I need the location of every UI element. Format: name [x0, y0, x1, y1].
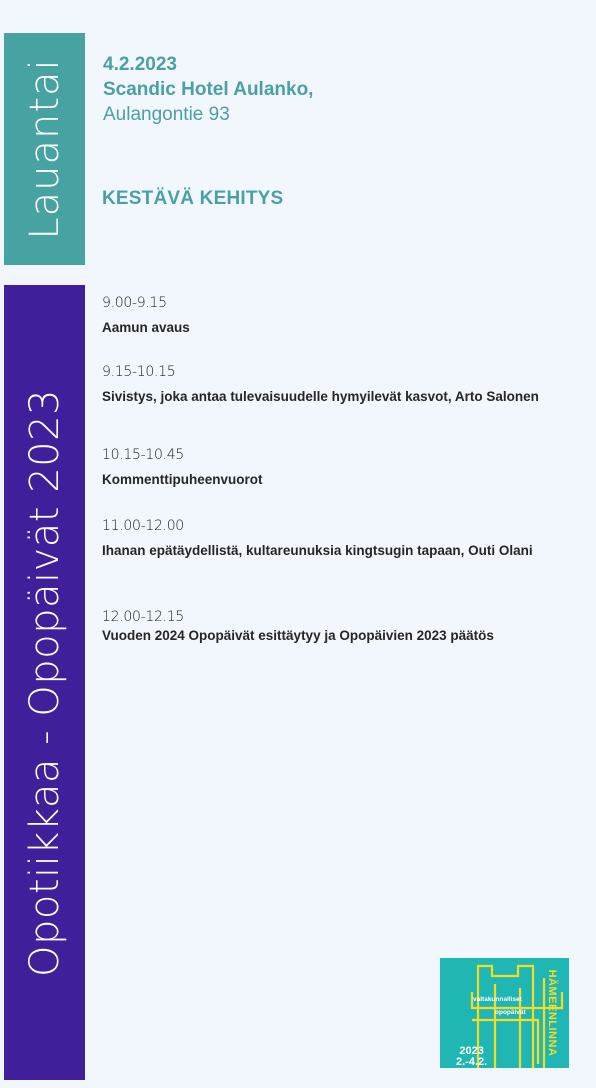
schedule-time: 10.15-10.45	[102, 447, 184, 463]
logo-year: 2023	[459, 1045, 484, 1057]
schedule-item	[102, 295, 190, 335]
event-date: 4.2.2023	[103, 54, 177, 75]
event-venue: Scandic Hotel Aulanko,	[103, 79, 314, 100]
logo-line2: opopäivät	[495, 1009, 526, 1016]
logo-year-block	[456, 1046, 487, 1068]
logo-city: HÄMEENLINNA	[546, 969, 558, 1057]
schedule-title: Sivistys, joka antaa tulevaisuudelle hymyilevät kasvot, Arto Salonen	[102, 389, 539, 404]
day-theme: KESTÄVÄ KEHITYS	[102, 188, 284, 209]
schedule-item	[102, 447, 263, 487]
event-header	[103, 52, 313, 127]
event-title: Opotiikkaa - Opopäivät 2023	[21, 388, 68, 977]
schedule-time: 9.00-9.15	[102, 295, 167, 311]
day-banner	[4, 33, 85, 265]
logo-line1: valtakunnalliset	[473, 996, 522, 1003]
schedule-title: Aamun avaus	[102, 320, 190, 335]
day-label: Lauantai	[21, 58, 68, 240]
event-address: Aulangontie 93	[103, 104, 230, 125]
event-logo	[440, 958, 569, 1068]
schedule-time: 9.15-10.15	[102, 364, 176, 380]
schedule-item	[102, 364, 539, 404]
logo-dates: 2.-4.2.	[456, 1056, 488, 1068]
schedule-item	[102, 609, 494, 643]
schedule-title: Ihanan epätäydellistä, kultareunuksia kingtsugin tapaan, Outi Olani	[102, 543, 533, 558]
schedule-time: 12.00-12.15	[102, 609, 184, 625]
event-title-banner	[4, 285, 85, 1080]
schedule-title: Kommenttipuheenvuorot	[102, 472, 263, 487]
schedule-item	[102, 518, 533, 558]
schedule-time: 11.00-12.00	[102, 518, 184, 534]
schedule-title: Vuoden 2024 Opopäivät esittäytyy ja Opopäivien 2023 päätös	[102, 628, 494, 643]
